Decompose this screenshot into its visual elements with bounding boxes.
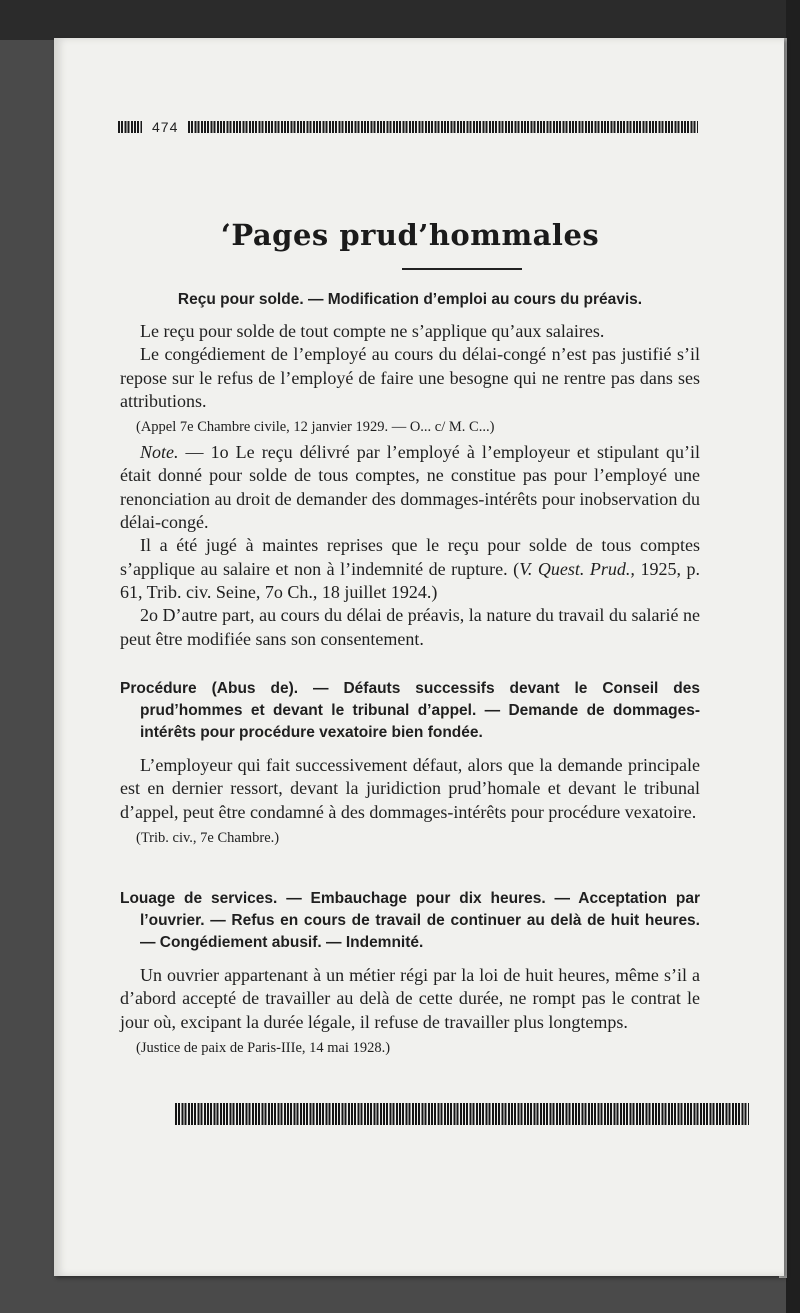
article-1-note-paragraph-3: 2o D’autre part, au cours du délai de préavis, la nature du travail du salarié ne peut être modifiée sans son consentement. <box>120 605 700 649</box>
article-1-citation: (Appel 7e Chambre civile, 12 janvier 1929. — O... c/ M. C...) <box>136 419 495 436</box>
note-text: — 1o Le reçu délivré par l’employé à l’employeur et stipulant qu’il était donné pour solde de tous comptes, ne constitue pas pour l’employé une renonciation au droit de demander des dommages-intérêts pour inobservation du délai-congé. <box>120 442 700 533</box>
article-1-note-paragraph-2 <box>120 534 700 604</box>
article-1-note <box>120 441 700 534</box>
article-2-citation: (Trib. civ., 7e Chambre.) <box>136 829 280 846</box>
article-1-paragraph-2: Le congédiement de l’employé au cours du délai-congé n’est pas justifié s’il repose sur le refus de l’employé de faire une besogne qui ne rentre pas dans ses attributions. <box>120 344 700 411</box>
running-head <box>118 117 698 137</box>
article-3-heading: Louage de services. — Embauchage pour dix heures. — Acceptation par l’ouvrier. — Refus en cours de travail de continuer au delà de huit heures. — Congédiement abusif. — Indemnité. <box>120 890 700 951</box>
note-p2-text-b: 1925, p. 61, Trib. civ. Seine, 7o Ch., 18 juillet 1924.) <box>120 558 701 602</box>
article-2-paragraph: L’employeur qui fait successivement défaut, alors que la demande principale est en dernier ressort, devant la juridiction prud’homale et devant le tribunal d’appel, peut être condamné à des dommages-intérêts pour procédure vexatoire. <box>120 755 700 822</box>
title-rule <box>402 268 522 270</box>
scan-background-right <box>786 0 800 1313</box>
article-3 <box>120 888 700 1058</box>
bottom-ornament-bars <box>175 1103 749 1125</box>
note-label: Note. <box>140 442 179 463</box>
article-3-paragraph: Un ouvrier appartenant à un métier régi par la loi de huit heures, même s’il a d’abord accepté de travailler au delà de cette durée, ne rompt pas le contrat le jour où, excipant la durée légale, il refuse de travailler plus longtemps. <box>120 965 700 1032</box>
ornament-bars-left <box>118 121 142 133</box>
article-1-paragraph-1: Le reçu pour solde de tout compte ne s’applique qu’aux salaires. <box>140 321 605 341</box>
article-1 <box>120 289 700 651</box>
article-3-citation: (Justice de paix de Paris-IIIe, 14 mai 1928.) <box>136 1039 391 1056</box>
ornament-bars-right <box>188 121 698 133</box>
article-2 <box>120 678 700 848</box>
note-p2-reference: V. Quest. Prud., <box>519 558 635 579</box>
article-2-heading: Procédure (Abus de). — Défauts successifs devant le Conseil des prud’hommes et devant le tribunal d’appel. — Demande de dommages-intérêts pour procédure vexatoire bien fondée. <box>120 680 700 741</box>
article-1-heading: Reçu pour solde. — Modification d’emploi au cours du préavis. <box>177 291 643 308</box>
page-number: 474 <box>152 119 179 135</box>
note-p2-text-a: Il a été jugé à maintes reprises que le reçu pour solde de tous comptes s’applique au salaire et non à l’indemnité de rupture. ( <box>120 535 700 579</box>
scan-background-top <box>0 0 800 40</box>
page-title: ‘Pages prud’hommales <box>220 218 600 252</box>
